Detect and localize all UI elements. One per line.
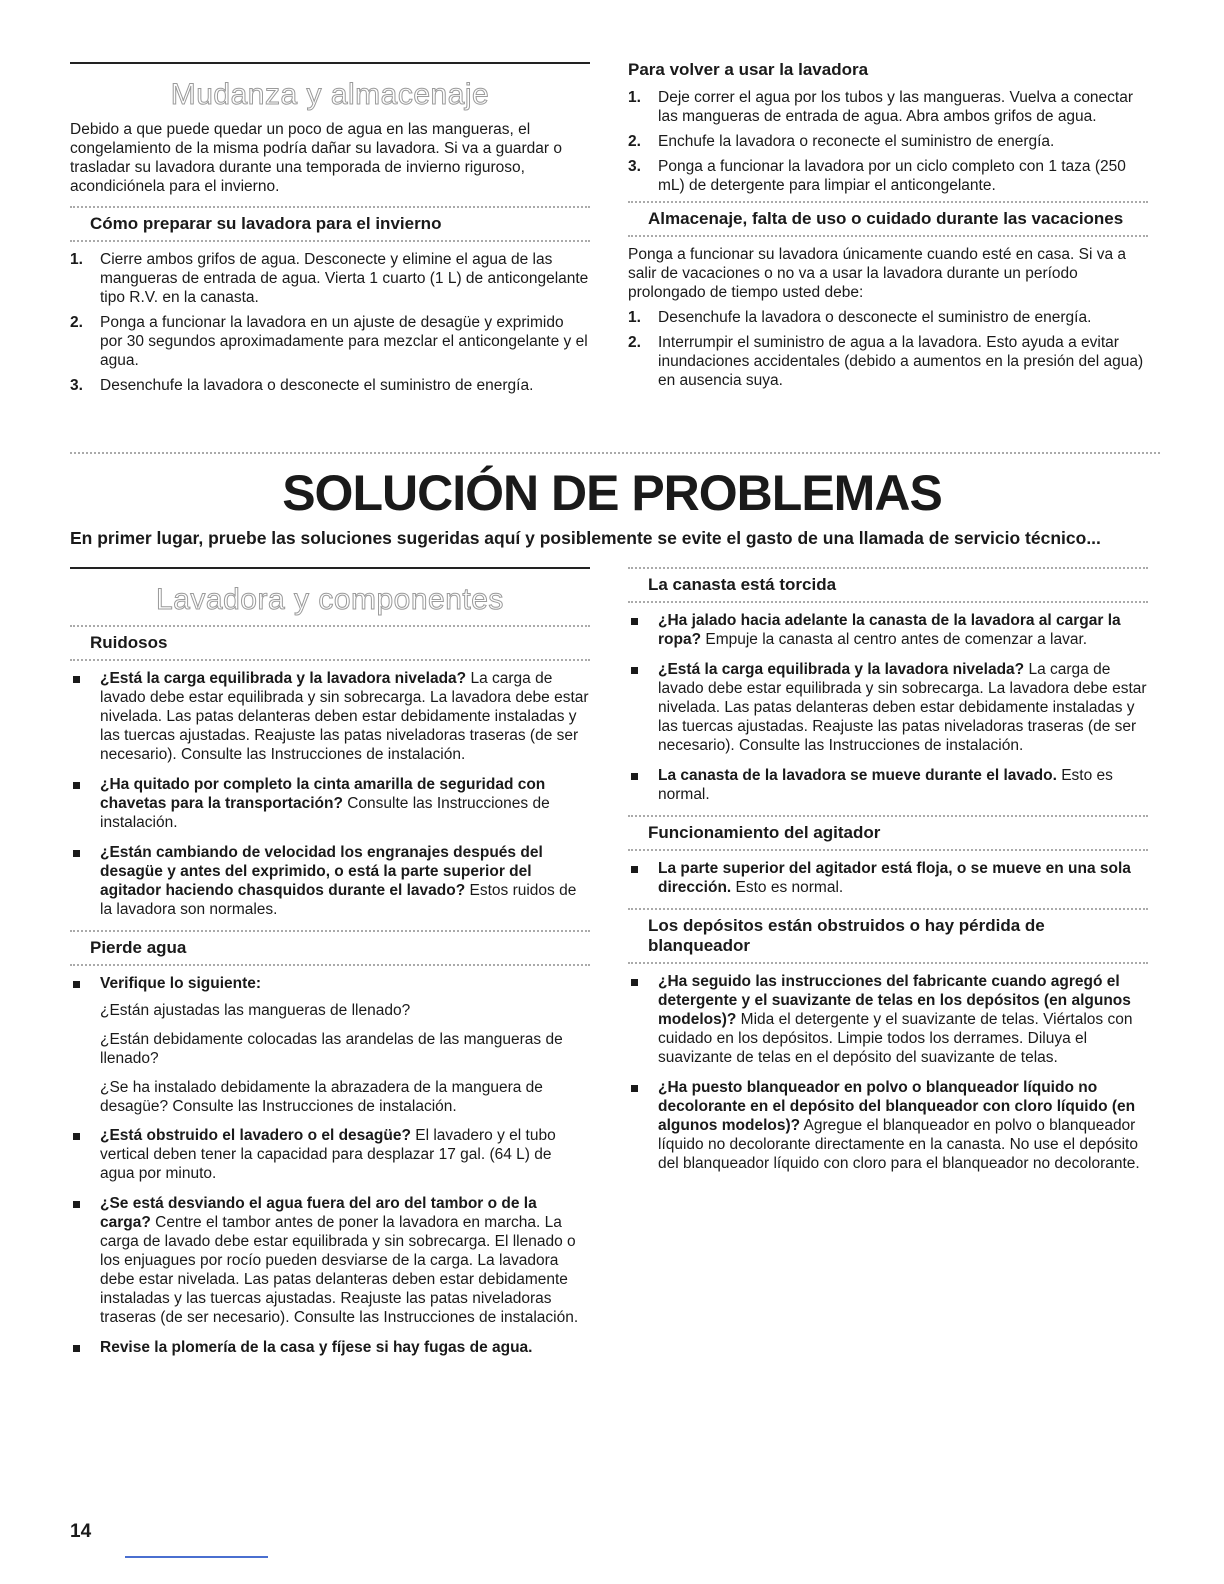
list-item: La parte superior del agitador está floja, o se mueve en una sola dirección. Esto es normal. xyxy=(628,859,1148,897)
dispenser-list xyxy=(628,972,1148,1173)
leak-sub-item: ¿Están debidamente colocadas las arandelas de las mangueras de llenado? xyxy=(100,1031,563,1067)
list-item: ¿Ha quitado por completo la cinta amarilla de seguridad con chavetas para la transportación? Consulte las Instrucciones de instalación. xyxy=(70,775,590,832)
noisy-list xyxy=(70,669,590,919)
list-item: Revise la plomería de la casa y fíjese si hay fugas de agua. xyxy=(70,1338,590,1357)
components-right xyxy=(628,567,1148,1184)
list-item: 1. Cierre ambos grifos de agua. Desconecte y elimine el agua de las mangueras de entrada de agua. Vierta 1 cuarto (1 L) de anticongelante tipo R.V. en la canasta. xyxy=(70,251,589,306)
list-item: ¿Se está desviando el agua fuera del aro del tambor o de la carga? Centre el tambor antes de poner la lavadora en marcha. La carga de lavado debe estar equilibrada y sin sobrecarga. El llenado o los enjuagues por rocío pueden desviarse de la carga. La lavadora debe estar nivelada. Las patas delanteras deben estar debidamente instaladas y las tuercas ajustadas. Reajuste las patas niveladoras traseras (de ser necesario). Consulte las Instrucciones de instalación. xyxy=(70,1194,590,1327)
list-item: ¿Ha puesto blanqueador en polvo o blanqueador líquido no decolorante en el depósito del blanqueador con cloro líquido (en algunos modelos)? Agregue el blanqueador en polvo o blanqueador líquido no decolorante directamente en la canasta. No use el depósito del blanqueador líquido con cloro para el blanqueador no decolorante. xyxy=(628,1078,1148,1173)
page-number: 14 xyxy=(70,1521,92,1542)
reuse-heading: Para volver a usar la lavadora xyxy=(628,60,869,79)
leak-sub-item: ¿Están ajustadas las mangueras de llenado? xyxy=(100,1002,411,1019)
section-rule xyxy=(70,567,590,569)
list-item: La canasta de la lavadora se mueve durante el lavado. Esto es normal. xyxy=(628,766,1148,804)
agitator-list xyxy=(628,859,1148,897)
moving-section xyxy=(70,62,590,401)
list-item: 1. Desenchufe la lavadora o desconecte el suministro de energía. xyxy=(628,309,1092,326)
footer-line xyxy=(125,1556,268,1558)
list-item: 3. Ponga a funcionar la lavadora por un ciclo completo con 1 taza (250 mL) de detergente para limpiar el anticongelante. xyxy=(628,158,1126,194)
reuse-steps xyxy=(628,88,1148,195)
list-item: ¿Están cambiando de velocidad los engranajes después del desagüe y antes del exprimido, o está la parte superior del agitador haciendo chasquidos durante el lavado? Estos ruidos de la lavadora son normales. xyxy=(70,843,590,919)
reuse-section xyxy=(628,60,1148,396)
components-title: Lavadora y componentes xyxy=(156,583,504,616)
list-item: 1. Deje correr el agua por los tubos y las mangueras. Vuelva a conectar las mangueras de entrada de agua. Abra ambos grifos de agua. xyxy=(628,89,1134,125)
tub-list xyxy=(628,611,1148,804)
leak-list-more xyxy=(70,1126,590,1357)
list-item: 2. Interrumpir el suministro de agua a la lavadora. Esto ayuda a evitar inundaciones accidentales (debido a aumentos en la presión del agua) en ausencia suya. xyxy=(628,334,1144,389)
page-title: SOLUCIÓN DE PROBLEMAS xyxy=(282,465,942,521)
list-item: ¿Ha seguido las instrucciones del fabricante cuando agregó el detergente y el suavizante de telas en los depósitos (en algunos modelos)? Mida el detergente y el suavizante de telas. Viértalos con cuidado en los depósitos. Limpie todos los derrames. Diluya el suavizante de telas en el depósito del suavizante de telas. xyxy=(628,972,1148,1067)
leak-sub-item: ¿Se ha instalado debidamente la abrazadera de la manguera de desagüe? Consulte las Instrucciones de instalación. xyxy=(100,1079,543,1115)
list-item: 2. Enchufe la lavadora o reconecte el suministro de energía. xyxy=(628,133,1055,150)
dispenser-heading: Los depósitos están obstruidos o hay pérdida de blanqueador xyxy=(628,910,1148,964)
noisy-heading: Ruidosos xyxy=(70,627,590,661)
list-item: Verifique lo siguiente: xyxy=(70,974,590,993)
list-item: ¿Ha jalado hacia adelante la canasta de la lavadora al cargar la ropa? Empuje la canasta al centro antes de comenzar a lavar. xyxy=(628,611,1148,649)
storage-intro: Ponga a funcionar su lavadora únicamente cuando esté en casa. Si va a salir de vacaciones o no va a usar la lavadora durante un período prolongado de tiempo usted debe: xyxy=(628,246,1127,301)
moving-title: Mudanza y almacenaje xyxy=(170,78,490,111)
list-item: ¿Está la carga equilibrada y la lavadora nivelada? La carga de lavado debe estar equilibrada y sin sobrecarga. La lavadora debe estar nivelada. Las patas delanteras deben estar debidamente instaladas y las tuercas ajustadas. Reajuste las patas niveladoras traseras (de ser necesario). Consulte las Instrucciones de instalación. xyxy=(70,669,590,764)
list-item: ¿Está obstruido el lavadero o el desagüe? El lavadero y el tubo vertical deben tener la capacidad para desplazar 17 gal. (64 L) de agua por minuto. xyxy=(70,1126,590,1183)
divider xyxy=(70,452,1160,454)
leak-heading: Pierde agua xyxy=(70,932,590,966)
storage-heading: Almacenaje, falta de uso o cuidado durante las vacaciones xyxy=(628,203,1148,237)
section-rule xyxy=(70,62,590,64)
tub-heading: La canasta está torcida xyxy=(628,569,1148,603)
winter-heading: Cómo preparar su lavadora para el invierno xyxy=(70,208,590,242)
moving-intro: Debido a que puede quedar un poco de agua en las mangueras, el congelamiento de la misma podría dañar su lavadora. Si va a guardar o trasladar su lavadora durante una temporada de invierno riguroso, acondiciónela para el invierno. xyxy=(70,121,562,195)
storage-steps xyxy=(628,308,1148,390)
agitator-heading: Funcionamiento del agitador xyxy=(628,817,1148,851)
components-left xyxy=(70,567,590,1368)
list-item: ¿Está la carga equilibrada y la lavadora nivelada? La carga de lavado debe estar equilibrada y sin sobrecarga. La lavadora debe estar nivelada. Las patas delanteras deben estar debidamente instaladas y las tuercas ajustadas. Reajuste las patas niveladoras traseras (de ser necesario). Consulte las Instrucciones de instalación. xyxy=(628,660,1148,755)
leak-list xyxy=(70,974,590,993)
list-item: 3. Desenchufe la lavadora o desconecte el suministro de energía. xyxy=(70,377,534,394)
winter-steps xyxy=(70,250,590,395)
list-item: 2. Ponga a funcionar la lavadora en un ajuste de desagüe y exprimido por 30 segundos aproximadamente para mezclar el anticongelante y el agua. xyxy=(70,314,588,369)
page-subtitle: En primer lugar, pruebe las soluciones sugeridas aquí y posiblemente se evite el gasto de una llamada de servicio técnico... xyxy=(70,528,1101,548)
